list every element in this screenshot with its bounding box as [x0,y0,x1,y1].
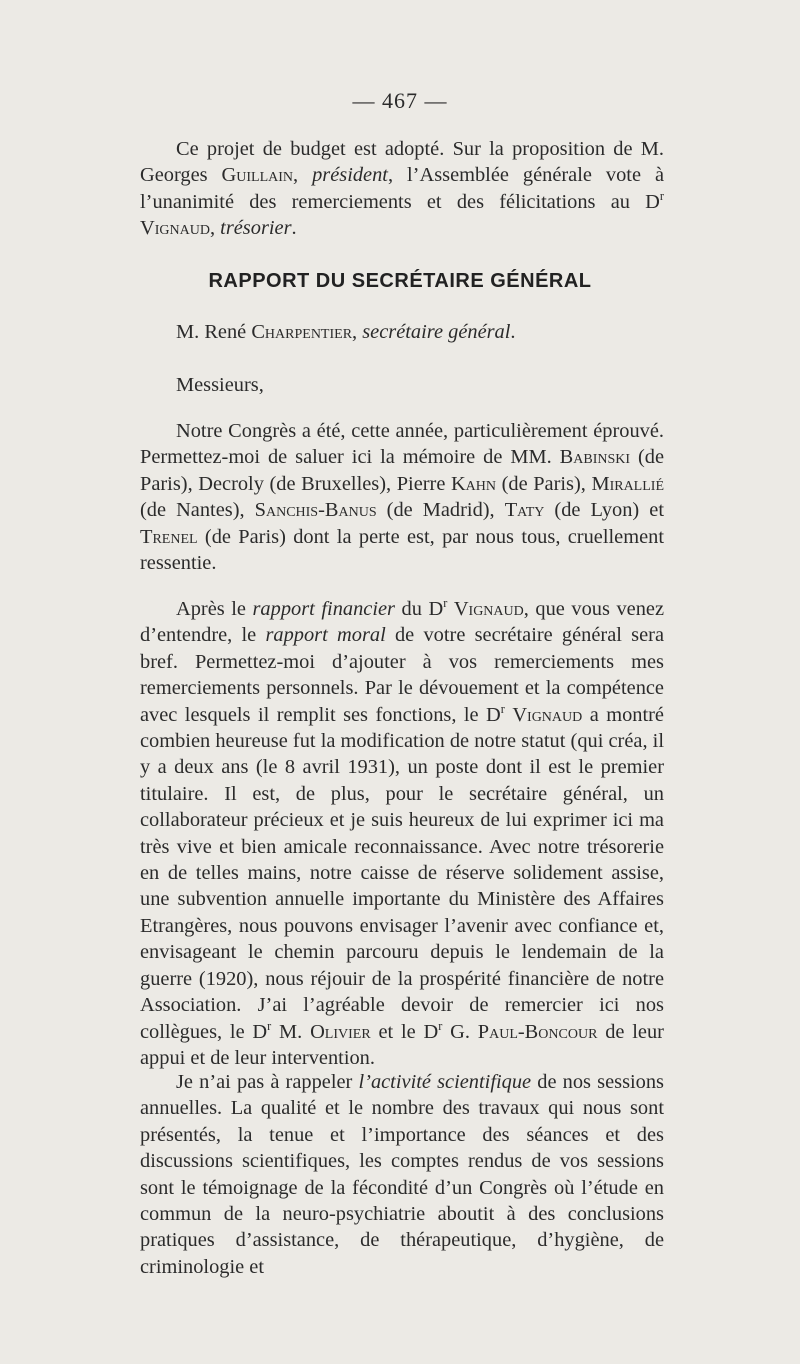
role: président [312,164,388,187]
section-heading: RAPPORT DU SECRÉTAIRE GÉNÉRAL [208,270,592,292]
person-name: Charpentier [251,321,353,343]
speaker-line: M. René Charpentier, secrétaire général. [176,321,516,343]
salutation: Messieurs, [176,374,264,396]
person-name: Vignaud [140,217,210,240]
paragraph-1: Notre Congrès a été, cette année, particulièrement éprouvé. Permettez-moi de saluer ici la mémoire de MM. Babinski (de Paris), Decroly (de Bruxelles), Pierre Kahn (de Paris), Mirallié (de Nantes), Sanchis-Banus (de Madrid), Taty (de Lyon) et Trenel (de Paris) dont la perte est, par nous tous, cruellement ressentie. [140,420,665,575]
role: secrétaire général [362,321,511,343]
role: trésorier [220,217,292,240]
budget-paragraph: Ce projet de budget est adopté. Sur la proposition de M. Georges Guillain, président, l’Assemblée générale vote à l’unanimité des remerciements et des félicitations au $D^r$ Vignaud, trésorier. [140,138,665,240]
page-number: — 467 — [352,88,448,113]
paragraph-3: Je n’ai pas à rappeler l’activité scientifique de nos sessions annuelles. La qualité et le nombre des travaux qui nous sont présentés, la tenue et l’importance des séances et des discussions scientifiques, les comptes rendus de vos sessions sont le témoignage de la fécondité d’un Congrès où l’étude en commun de la neuro-psychiatrie aboutit à des conclusions pratiques d’assistance, de thérapeutique, d’hygiène, de criminologie et [140,1071,664,1278]
paragraph-2: Après le rapport financier du $D^r$ Vignaud, que vous venez d’entendre, le rapport moral de votre secrétaire général sera bref. Permettez-moi d’ajouter à vos remerciements mes remerciements personnels. Par le dévouement et la compétence avec lesquels il remplit ses fonctions, le $D^r$ Vignaud a montré combien heureuse fut la modification de notre statut (qui créa, il y a deux ans (le 8 avril 1931), un poste dont il est le premier titulaire. Il est, de plus, pour le secrétaire général, un collaborateur précieux et je suis heureux de lui exprimer ici ma très vive et bien amicale reconnaissance. Avec notre trésorerie en de telles mains, notre caisse de réserve solidement assise, une subvention annuelle importante du Ministère des Affaires Etrangères, nous pouvons envisager l’avenir avec confiance et, envisageant le chemin parcouru depuis le lendemain de la guerre (1920), nous réjouir de la prospérité financière de notre Association. J’ai l’agréable devoir de remercier ici nos collègues, le $D^r$ M. Olivier et le $D^r$ G. Paul-Boncour de leur appui et de leur intervention. [140,596,664,1069]
person-name: Guillain [221,164,294,187]
